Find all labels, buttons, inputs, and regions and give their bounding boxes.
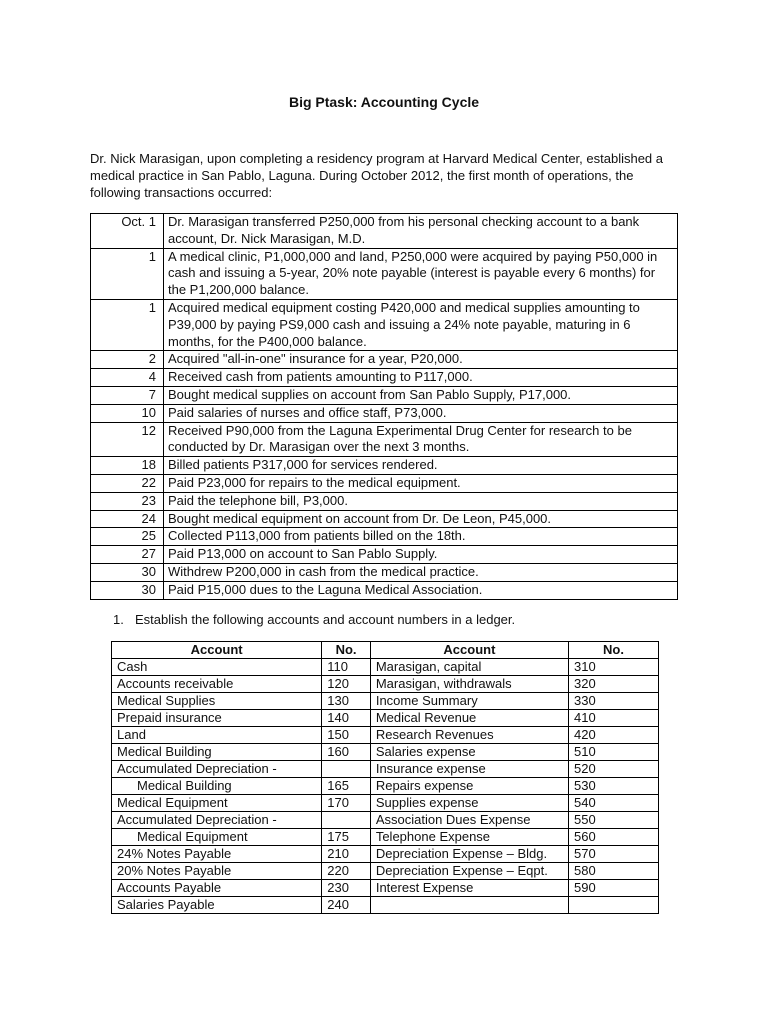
transaction-description: Paid the telephone bill, P3,000. [164, 492, 678, 510]
account-number: 330 [569, 693, 659, 710]
account-row [112, 659, 659, 676]
account-row [112, 778, 659, 795]
transaction-row [91, 386, 678, 404]
account-number: 510 [569, 744, 659, 761]
account-number: 150 [322, 727, 371, 744]
transaction-description: Collected P113,000 from patients billed on the 18th. [164, 528, 678, 546]
page-title: Big Ptask: Accounting Cycle [288, 94, 480, 110]
account-number: 310 [569, 659, 659, 676]
account-number: 210 [322, 846, 371, 863]
account-number: 120 [322, 676, 371, 693]
transaction-description: Received P90,000 from the Laguna Experimental Drug Center for research to be conducted by Dr. Marasigan over the next 3 months. [164, 422, 678, 457]
account-number: 175 [322, 829, 371, 846]
account-row [112, 693, 659, 710]
transaction-row [91, 528, 678, 546]
transaction-date: 18 [91, 457, 164, 475]
header-no-2: No. [569, 642, 659, 659]
transaction-date: 22 [91, 474, 164, 492]
transaction-date: 1 [91, 299, 164, 350]
account-number: 580 [569, 863, 659, 880]
account-number: 570 [569, 846, 659, 863]
account-name: 24% Notes Payable [112, 846, 322, 863]
account-number: 240 [322, 897, 371, 914]
account-name: Research Revenues [370, 727, 568, 744]
account-name: Accounts receivable [112, 676, 322, 693]
transaction-date: 25 [91, 528, 164, 546]
account-row [112, 710, 659, 727]
transaction-date: 23 [91, 492, 164, 510]
account-number: 230 [322, 880, 371, 897]
transaction-row [91, 369, 678, 387]
header-account-1: Account [112, 642, 322, 659]
account-number [322, 761, 371, 778]
account-name: Insurance expense [370, 761, 568, 778]
transaction-date: 1 [91, 248, 164, 299]
transaction-date: 12 [91, 422, 164, 457]
account-row [112, 676, 659, 693]
transaction-date: 10 [91, 404, 164, 422]
transaction-row [91, 474, 678, 492]
instruction-text: Establish the following accounts and account numbers in a ledger. [135, 612, 516, 627]
account-name: Medical Building [112, 778, 322, 795]
transaction-description: Paid P23,000 for repairs to the medical equipment. [164, 474, 678, 492]
transaction-date: Oct. 1 [91, 214, 164, 249]
account-name: Salaries expense [370, 744, 568, 761]
account-name: Repairs expense [370, 778, 568, 795]
account-number: 420 [569, 727, 659, 744]
account-name: Medical Equipment [112, 795, 322, 812]
transaction-row [91, 457, 678, 475]
account-name: Medical Building [112, 744, 322, 761]
account-number: 130 [322, 693, 371, 710]
transaction-row [91, 581, 678, 599]
account-number: 140 [322, 710, 371, 727]
transaction-description: Acquired medical equipment costing P420,000 and medical supplies amounting to P39,000 by paying PS9,000 cash and issuing a 24% note payable, maturing in 6 months, for the P400,000 balance. [164, 299, 678, 350]
account-row [112, 829, 659, 846]
transaction-date: 2 [91, 351, 164, 369]
account-row [112, 897, 659, 914]
account-name: Marasigan, capital [370, 659, 568, 676]
account-number: 320 [569, 676, 659, 693]
transaction-description: Paid salaries of nurses and office staff, P73,000. [164, 404, 678, 422]
account-name: Accounts Payable [112, 880, 322, 897]
transaction-date: 27 [91, 546, 164, 564]
account-name: Supplies expense [370, 795, 568, 812]
transaction-row [91, 404, 678, 422]
transaction-row [91, 492, 678, 510]
account-name: Depreciation Expense – Eqpt. [370, 863, 568, 880]
account-name: Accumulated Depreciation - [112, 761, 322, 778]
transaction-description: Billed patients P317,000 for services rendered. [164, 457, 678, 475]
transaction-description: Paid P15,000 dues to the Laguna Medical Association. [164, 581, 678, 599]
transaction-date: 30 [91, 581, 164, 599]
account-number: 410 [569, 710, 659, 727]
account-row [112, 880, 659, 897]
transaction-date: 7 [91, 386, 164, 404]
account-name: Telephone Expense [370, 829, 568, 846]
account-row [112, 863, 659, 880]
account-name: Medical Revenue [370, 710, 568, 727]
account-number: 530 [569, 778, 659, 795]
account-number: 160 [322, 744, 371, 761]
transaction-row [91, 351, 678, 369]
transaction-row [91, 546, 678, 564]
transaction-description: A medical clinic, P1,000,000 and land, P250,000 were acquired by paying P50,000 in cash and issuing a 5-year, 20% note payable (interest is payable every 6 months) for the P1,200,000 balance. [164, 248, 678, 299]
intro-paragraph: Dr. Nick Marasigan, upon completing a residency program at Harvard Medical Center, established a medical practice in San Pablo, Laguna. During October 2012, the first month of operations, the following transactions occurred: [90, 151, 663, 200]
transaction-row [91, 299, 678, 350]
header-no-1: No. [322, 642, 371, 659]
transaction-date: 24 [91, 510, 164, 528]
account-name: Land [112, 727, 322, 744]
transaction-row [91, 214, 678, 249]
transactions-table [90, 213, 678, 600]
account-number: 110 [322, 659, 371, 676]
account-name: Salaries Payable [112, 897, 322, 914]
transaction-description: Acquired "all-in-one" insurance for a year, P20,000. [164, 351, 678, 369]
instruction [113, 612, 515, 627]
account-name: Association Dues Expense [370, 812, 568, 829]
transaction-row [91, 510, 678, 528]
account-name: Interest Expense [370, 880, 568, 897]
accounts-header-row [112, 642, 659, 659]
account-number [322, 812, 371, 829]
transaction-description: Withdrew P200,000 in cash from the medical practice. [164, 563, 678, 581]
transaction-row [91, 563, 678, 581]
transaction-description: Bought medical equipment on account from Dr. De Leon, P45,000. [164, 510, 678, 528]
account-name: Cash [112, 659, 322, 676]
account-number: 170 [322, 795, 371, 812]
account-row [112, 795, 659, 812]
account-name: Medical Equipment [112, 829, 322, 846]
transaction-description: Bought medical supplies on account from San Pablo Supply, P17,000. [164, 386, 678, 404]
account-name: Income Summary [370, 693, 568, 710]
account-row [112, 744, 659, 761]
account-name: Medical Supplies [112, 693, 322, 710]
account-name: Prepaid insurance [112, 710, 322, 727]
transaction-description: Paid P13,000 on account to San Pablo Supply. [164, 546, 678, 564]
account-number: 220 [322, 863, 371, 880]
transaction-date: 30 [91, 563, 164, 581]
transaction-description: Dr. Marasigan transferred P250,000 from his personal checking account to a bank account, Dr. Nick Marasigan, M.D. [164, 214, 678, 249]
account-number: 165 [322, 778, 371, 795]
transaction-date: 4 [91, 369, 164, 387]
accounts-table [111, 641, 659, 914]
account-name: Depreciation Expense – Bldg. [370, 846, 568, 863]
account-name [370, 897, 568, 914]
account-row [112, 846, 659, 863]
account-name: Accumulated Depreciation - [112, 812, 322, 829]
account-number: 560 [569, 829, 659, 846]
transaction-row [91, 422, 678, 457]
account-row [112, 727, 659, 744]
transaction-description: Received cash from patients amounting to P117,000. [164, 369, 678, 387]
account-row [112, 761, 659, 778]
account-name: Marasigan, withdrawals [370, 676, 568, 693]
account-number: 540 [569, 795, 659, 812]
account-row [112, 812, 659, 829]
header-account-2: Account [370, 642, 568, 659]
account-number [569, 897, 659, 914]
account-name: 20% Notes Payable [112, 863, 322, 880]
account-number: 520 [569, 761, 659, 778]
instruction-number: 1. [113, 612, 124, 627]
transaction-row [91, 248, 678, 299]
account-number: 590 [569, 880, 659, 897]
account-number: 550 [569, 812, 659, 829]
